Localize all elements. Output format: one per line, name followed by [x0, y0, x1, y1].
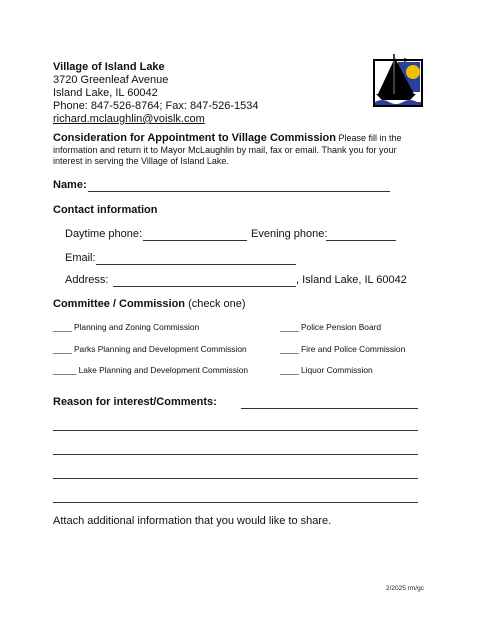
option-label: Planning and Zoning Commission: [73, 322, 200, 332]
form-code: 2/2025 rm/gc: [386, 585, 424, 592]
daytime-phone-field[interactable]: [143, 229, 247, 241]
comments-field-line-5[interactable]: [53, 502, 418, 503]
contact-heading: Contact information: [53, 204, 158, 216]
org-name: Village of Island Lake: [53, 61, 165, 73]
address-suffix: , Island Lake, IL 60042: [296, 274, 407, 286]
option-blank[interactable]: ____: [53, 344, 72, 354]
address-field[interactable]: [113, 275, 296, 287]
option-label: Liquor Commission: [300, 365, 373, 375]
street-address: 3720 Greenleaf Avenue: [53, 74, 169, 86]
address-label: Address:: [65, 274, 109, 286]
option-blank[interactable]: ____: [280, 322, 299, 332]
city-address: Island Lake, IL 60042: [53, 87, 158, 99]
option-label: Lake Planning and Development Commission: [78, 365, 249, 375]
option-lake-planning[interactable]: [53, 365, 248, 375]
name-label: Name:: [53, 179, 87, 191]
intro-title: Consideration for Appointment to Village Commission: [53, 132, 336, 144]
option-parks-planning[interactable]: [53, 344, 247, 354]
sailboat-logo-icon: [372, 50, 424, 108]
intro-text: Please fill in the information and return it to Mayor McLaughlin by mail, fax or email. Thank you for your interest in serving the Village of Island Lake.: [53, 133, 402, 166]
option-liquor[interactable]: [280, 365, 373, 375]
daytime-phone-label: Daytime phone:: [65, 228, 143, 240]
email-field[interactable]: [96, 253, 296, 265]
committee-note: (check one): [188, 298, 246, 310]
comments-field-line-4[interactable]: [53, 478, 418, 479]
comments-field-line-1[interactable]: [241, 397, 418, 409]
email-link[interactable]: richard.mclaughlin@voislk.com: [53, 113, 205, 125]
option-label: Fire and Police Commission: [300, 344, 406, 354]
comments-label: Reason for interest/Comments:: [53, 396, 217, 408]
name-field[interactable]: [88, 180, 390, 192]
evening-phone-field[interactable]: [326, 229, 396, 241]
comments-field-line-3[interactable]: [53, 454, 418, 455]
option-police-pension[interactable]: [280, 322, 381, 332]
evening-phone-label: Evening phone:: [251, 228, 328, 240]
committee-heading-row: [53, 298, 246, 310]
phone-fax: Phone: 847-526-8764; Fax: 847-526-1534: [53, 100, 259, 112]
option-blank[interactable]: ____: [280, 365, 299, 375]
intro-paragraph: [53, 133, 413, 168]
committee-heading: Committee / Commission: [53, 298, 186, 310]
option-planning-zoning[interactable]: [53, 322, 199, 332]
option-blank[interactable]: ____: [280, 344, 299, 354]
comments-field-line-2[interactable]: [53, 430, 418, 431]
option-label: Police Pension Board: [300, 322, 382, 332]
option-fire-police[interactable]: [280, 344, 405, 354]
option-blank[interactable]: ____: [53, 322, 72, 332]
email-label: Email:: [65, 252, 96, 264]
option-label: Parks Planning and Development Commission: [73, 344, 247, 354]
attach-note: Attach additional information that you would like to share.: [53, 515, 332, 527]
option-blank[interactable]: _____: [53, 365, 77, 375]
